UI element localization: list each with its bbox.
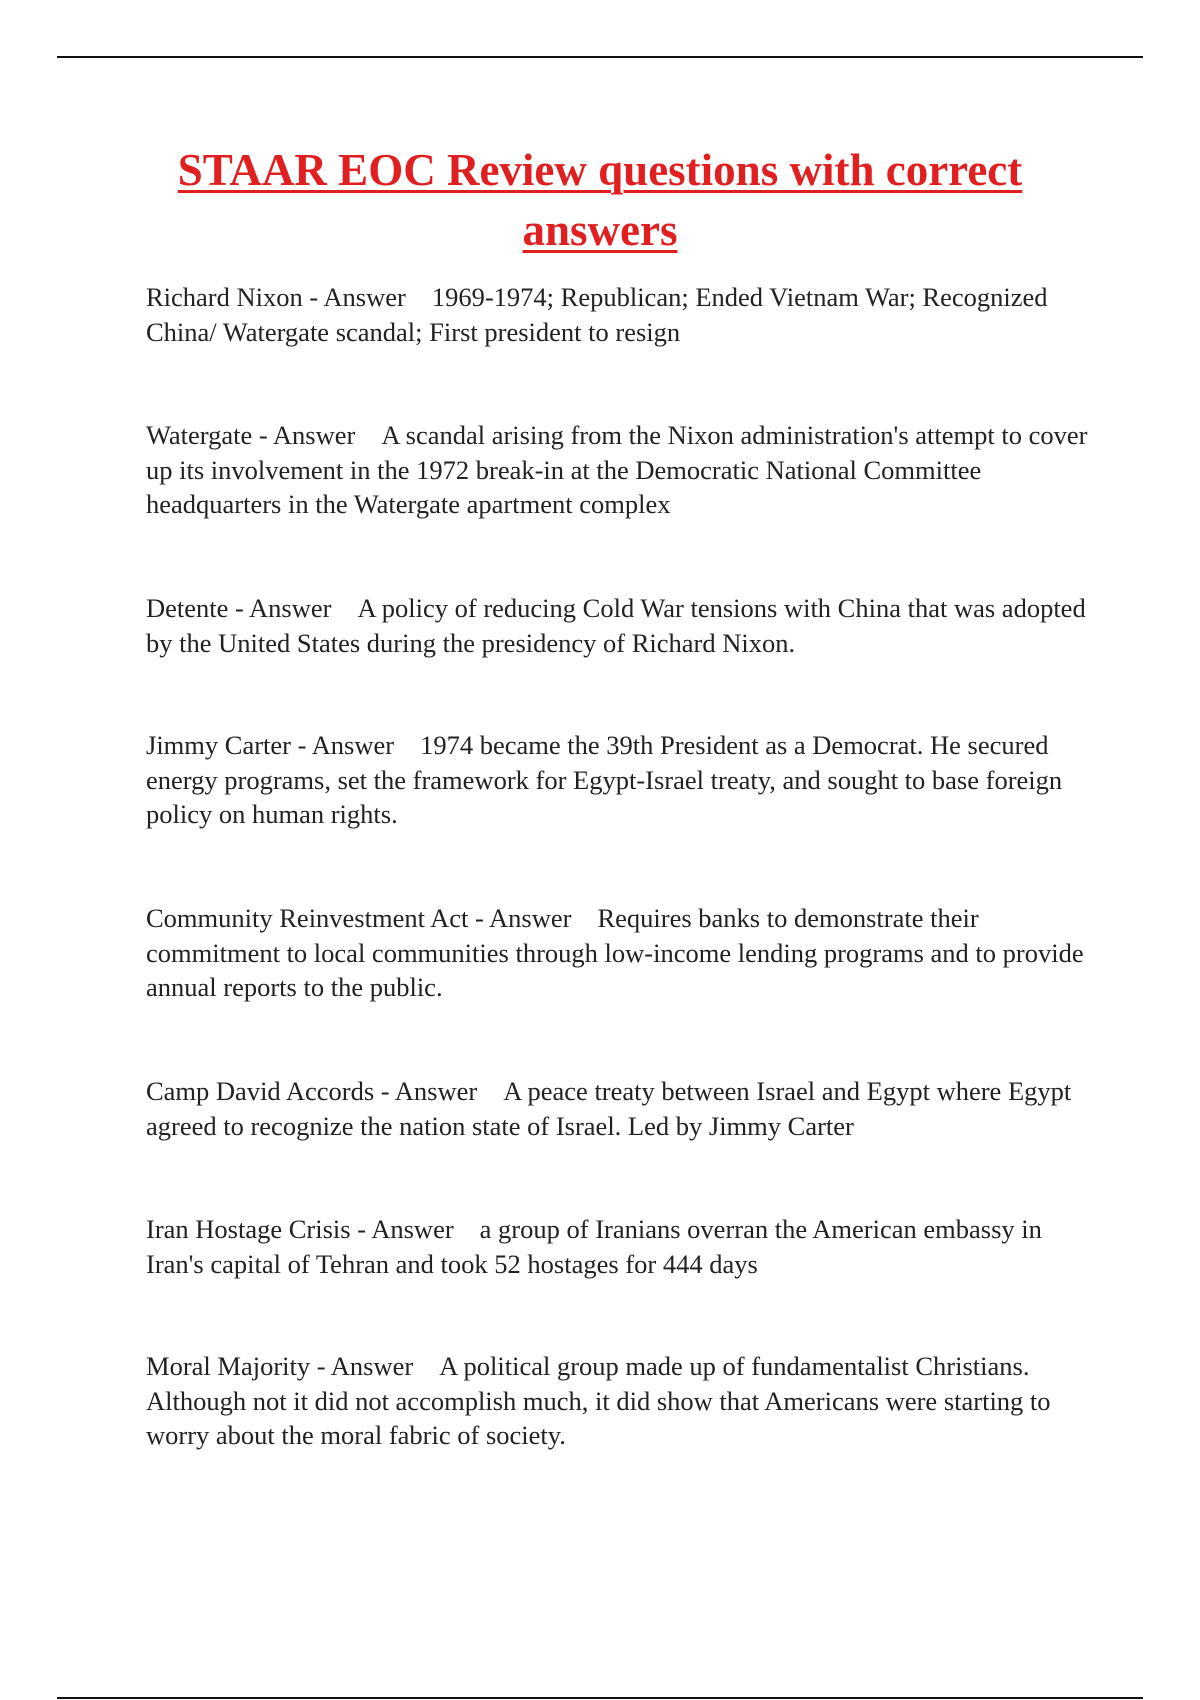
qa-entry-detente: Detente - Answer A policy of reducing Cold War tensions with China that was adopted by the United States during the presidency of Richard Nixon. (146, 593, 1086, 658)
page-title: STAAR EOC Review questions with correct answers (177, 145, 1023, 255)
qa-answer-label: Answer (371, 1214, 454, 1244)
qa-answer-label: Answer (330, 1351, 414, 1381)
top-rule (57, 56, 1143, 58)
qa-answer: a group of Iranians overran the American embassy in Iran's capital of Tehran and took 52 hostages for 444 days (146, 1214, 1042, 1279)
qa-entry-moral-majority: Moral Majority - Answer A political group made up of fundamentalist Christians. Although not it did not accomplish much, it did show that Americans were starting to worry about the moral fabric of society. (146, 1351, 1051, 1450)
qa-answer: Requires banks to demonstrate their commitment to local communities through low-income lending programs and to provide annual reports to the public. (146, 903, 1084, 1002)
qa-answer-label: Answer (323, 282, 406, 312)
qa-term: Watergate (146, 420, 253, 450)
qa-term: Richard Nixon (146, 282, 303, 312)
qa-answer: A peace treaty between Israel and Egypt where Egypt agreed to recognize the nation state of Israel. Led by Jimmy Carter (146, 1076, 1072, 1141)
qa-entry-richard-nixon: Richard Nixon - Answer 1969-1974; Republican; Ended Vietnam War; Recognized China/ Watergate scandal; First president to resign (146, 282, 1048, 347)
qa-answer: A policy of reducing Cold War tensions with China that was adopted by the United States during the presidency of Richard Nixon. (146, 593, 1086, 658)
qa-term: Camp David Accords (146, 1076, 375, 1106)
qa-answer-label: Answer (249, 593, 332, 623)
qa-term: Community Reinvestment Act (146, 903, 469, 933)
qa-answer: A scandal arising from the Nixon administration's attempt to cover up its involvement in the 1972 break-in at the Democratic National Committee headquarters in the Watergate apartment complex (146, 420, 1088, 519)
bottom-rule (57, 1697, 1143, 1699)
qa-entry-community-reinvestment-act: Community Reinvestment Act - Answer Requires banks to demonstrate their commitment to local communities through low-income lending programs and to provide annual reports to the public. (146, 903, 1084, 1002)
qa-answer: 1974 became the 39th President as a Democrat. He secured energy programs, set the framework for Egypt-Israel treaty, and sought to base foreign policy on human rights. (146, 730, 1063, 829)
qa-term: Jimmy Carter (146, 730, 291, 760)
qa-answer: A political group made up of fundamentalist Christians. Although not it did not accomplish much, it did show that Americans were starting to worry about the moral fabric of society. (146, 1351, 1051, 1450)
qa-entry-iran-hostage-crisis: Iran Hostage Crisis - Answer a group of Iranians overran the American embassy in Iran's capital of Tehran and took 52 hostages for 444 days (146, 1214, 1042, 1279)
qa-entry-jimmy-carter: Jimmy Carter - Answer 1974 became the 39th President as a Democrat. He secured energy programs, set the framework for Egypt-Israel treaty, and sought to base foreign policy on human rights. (146, 730, 1063, 829)
qa-term: Iran Hostage Crisis (146, 1214, 351, 1244)
qa-answer-label: Answer (394, 1076, 478, 1106)
qa-answer-label: Answer (311, 730, 395, 760)
qa-term: Detente (146, 593, 229, 623)
qa-entry-camp-david-accords: Camp David Accords - Answer A peace treaty between Israel and Egypt where Egypt agreed to recognize the nation state of Israel. Led by Jimmy Carter (146, 1076, 1072, 1141)
qa-answer-label: Answer (489, 903, 572, 933)
qa-term: Moral Majority (146, 1351, 311, 1381)
qa-answer: 1969-1974; Republican; Ended Vietnam War; Recognized China/ Watergate scandal; First president to resign (146, 282, 1048, 347)
qa-answer-label: Answer (272, 420, 356, 450)
qa-entry-watergate: Watergate - Answer A scandal arising from the Nixon administration's attempt to cover up its involvement in the 1972 break-in at the Democratic National Committee headquarters in the Watergate apartment complex (146, 420, 1088, 519)
